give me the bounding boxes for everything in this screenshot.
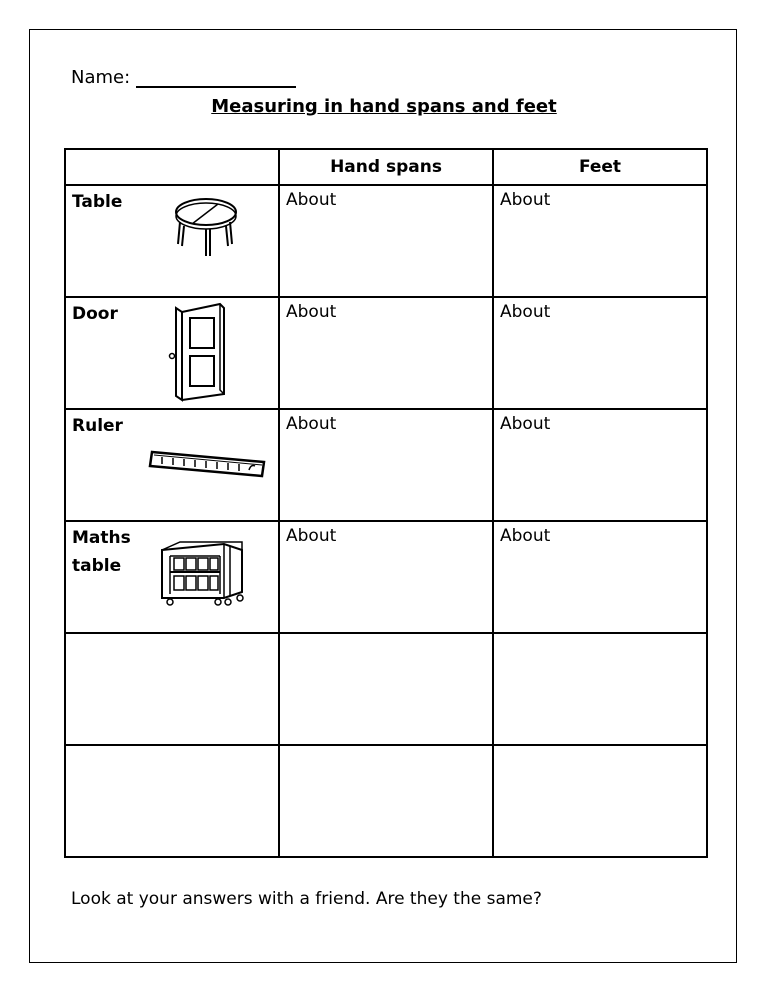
hand-spans-cell[interactable]: About bbox=[279, 521, 493, 633]
header-feet: Feet bbox=[493, 149, 707, 185]
measurement-table bbox=[64, 148, 708, 858]
feet-cell[interactable]: About bbox=[493, 521, 707, 633]
table-header-row bbox=[65, 149, 707, 185]
feet-cell[interactable]: About bbox=[493, 297, 707, 409]
hand-spans-cell[interactable] bbox=[279, 745, 493, 857]
table-icon bbox=[170, 192, 240, 262]
item-label: Ruler bbox=[72, 416, 123, 436]
table-row bbox=[65, 297, 707, 409]
item-cell bbox=[65, 409, 279, 521]
hand-spans-cell[interactable]: About bbox=[279, 185, 493, 297]
item-label: Maths table bbox=[72, 528, 131, 576]
item-cell bbox=[65, 185, 279, 297]
hand-spans-cell[interactable] bbox=[279, 633, 493, 745]
header-item bbox=[65, 149, 279, 185]
feet-cell[interactable] bbox=[493, 745, 707, 857]
name-label: Name: bbox=[71, 67, 131, 88]
name-field bbox=[71, 66, 296, 88]
table-row bbox=[65, 185, 707, 297]
footer-instruction: Look at your answers with a friend. Are they the same? bbox=[71, 889, 542, 909]
item-cell bbox=[65, 521, 279, 633]
header-hand-spans: Hand spans bbox=[279, 149, 493, 185]
door-icon bbox=[168, 300, 232, 402]
feet-cell[interactable] bbox=[493, 633, 707, 745]
item-label: Table bbox=[72, 192, 123, 212]
hand-spans-cell[interactable]: About bbox=[279, 409, 493, 521]
table-row bbox=[65, 521, 707, 633]
item-cell[interactable] bbox=[65, 633, 279, 745]
table-row bbox=[65, 409, 707, 521]
name-blank-line[interactable] bbox=[136, 66, 296, 88]
table-row bbox=[65, 745, 707, 857]
hand-spans-cell[interactable]: About bbox=[279, 297, 493, 409]
worksheet-title: Measuring in hand spans and feet bbox=[211, 96, 557, 117]
feet-cell[interactable]: About bbox=[493, 185, 707, 297]
table-row bbox=[65, 633, 707, 745]
feet-cell[interactable]: About bbox=[493, 409, 707, 521]
ruler-icon bbox=[148, 446, 268, 486]
shelf-icon bbox=[158, 534, 250, 606]
item-cell bbox=[65, 297, 279, 409]
item-label: Door bbox=[72, 304, 118, 324]
item-cell[interactable] bbox=[65, 745, 279, 857]
